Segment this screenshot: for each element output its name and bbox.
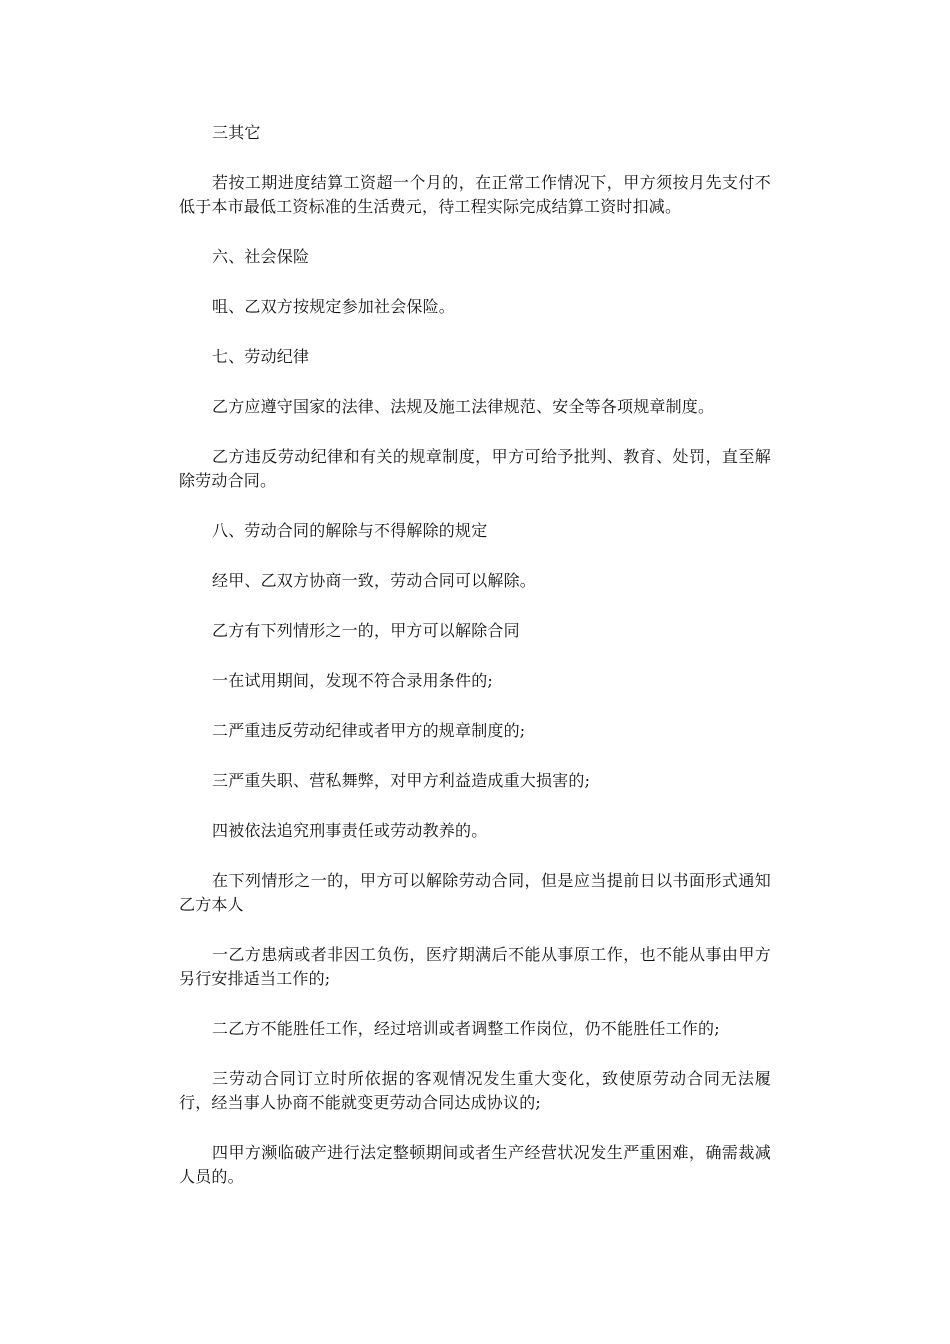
paragraph-wage-settlement: 若按工期进度结算工资超一个月的，在正常工作情况下，甲方须按月先支付不低于本市最低工资标准的生活费元，待工程实际完成结算工资时扣减。 [179,173,771,216]
list-item: 四被依法追究刑事责任或劳动教养的。 [212,821,488,840]
paragraph-social-insurance: 咀、乙双方按规定参加社会保险。 [212,297,456,316]
paragraph-notice-termination: 在下列情形之一的，甲方可以解除劳动合同，但是应当提前日以书面形式通知乙方本人 [179,871,771,914]
section-heading-labor-discipline: 七、劳动纪律 [212,347,310,366]
paragraph-termination-conditions: 乙方有下列情形之一的，甲方可以解除合同 [212,621,520,640]
list-item: 三劳动合同订立时所依据的客观情况发生重大变化，致使原劳动合同无法履行，经当事人协商不能就变更劳动合同达成协议的; [179,1069,771,1112]
list-item: 二严重违反劳动纪律或者甲方的规章制度的; [212,721,526,740]
paragraph-mutual-termination: 经甲、乙双方协商一致，劳动合同可以解除。 [212,571,537,590]
list-item: 一在试用期间，发现不符合录用条件的; [212,671,493,690]
list-item: 四甲方濒临破产进行法定整顿期间或者生产经营状况发生严重困难，确需裁减人员的。 [179,1143,771,1186]
section-heading-other: 三其它 [212,123,261,142]
section-heading-social-insurance: 六、社会保险 [212,247,310,266]
section-heading-contract-termination: 八、劳动合同的解除与不得解除的规定 [212,521,488,540]
list-item: 二乙方不能胜任工作，经过培训或者调整工作岗位，仍不能胜任工作的; [212,1019,720,1038]
paragraph-discipline-violation: 乙方违反劳动纪律和有关的规章制度，甲方可给予批判、教育、处罚，直至解除劳动合同。 [179,447,771,490]
document-page [179,121,771,1215]
paragraph-obey-regulations: 乙方应遵守国家的法律、法规及施工法律规范、安全等各项规章制度。 [212,397,715,416]
list-item: 一乙方患病或者非因工负伤，医疗期满后不能从事原工作，也不能从事由甲方另行安排适当工作的; [179,945,771,988]
list-item: 三严重失职、营私舞弊，对甲方利益造成重大损害的; [212,771,591,790]
